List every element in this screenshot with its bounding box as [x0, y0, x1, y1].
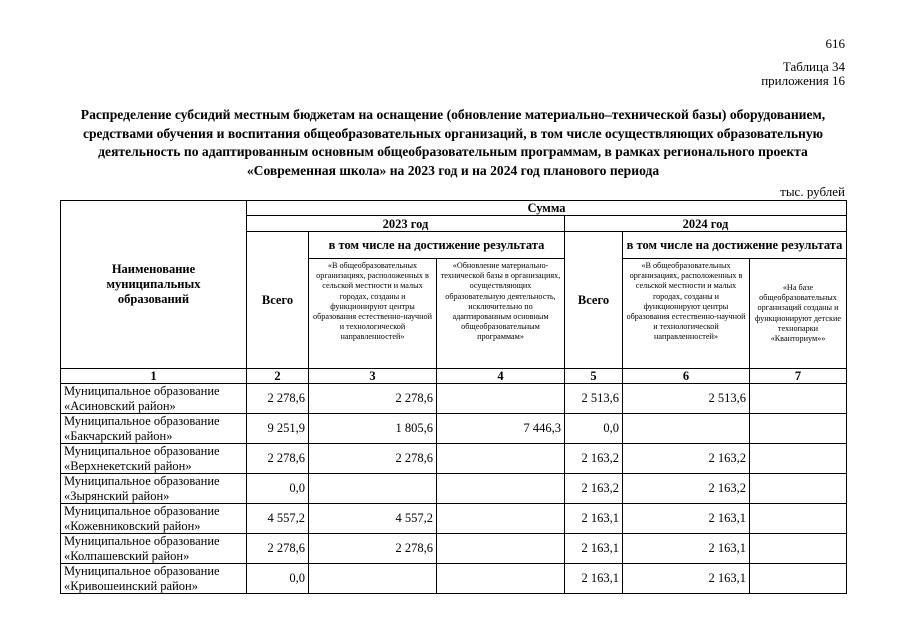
municipality-name-line: Муниципальное образование: [64, 564, 220, 578]
amount-cell: [750, 384, 847, 414]
amount-cell: [309, 564, 437, 594]
table-row: [61, 564, 847, 594]
table-row: [61, 384, 847, 414]
municipality-name: [61, 414, 247, 444]
amount-cell: 0,0: [247, 564, 309, 594]
amount-cell: [437, 384, 565, 414]
municipality-name-line: «Бакчарский район»: [64, 428, 173, 443]
table-label: Таблица 34: [782, 59, 845, 74]
amount-cell: 2 163,1: [565, 504, 623, 534]
table-reference: [620, 60, 845, 88]
header-total-2023: Всего: [247, 232, 309, 369]
column-number: 6: [623, 369, 750, 384]
amount-cell: 2 278,6: [247, 534, 309, 564]
amount-cell: 2 278,6: [247, 444, 309, 474]
amount-cell: 2 163,1: [565, 564, 623, 594]
municipality-name-line: Муниципальное образование: [64, 414, 220, 428]
title-line: «Современная школа» на 2023 год и на 2024 год планового периода: [246, 162, 660, 178]
municipality-name: [61, 474, 247, 504]
amount-cell: 2 513,6: [565, 384, 623, 414]
municipality-name-line: «Кривошеинский район»: [64, 578, 198, 593]
amount-cell: 2 278,6: [309, 534, 437, 564]
amount-cell: 2 513,6: [623, 384, 750, 414]
municipality-name-line: «Верхнекетский район»: [64, 458, 192, 473]
header-total-2024: Всего: [565, 232, 623, 369]
header-2023-result-rural-centers: «В общеобразовательных организациях, расположенных в сельской местности и малых городах, созданы и функционируют центры образования естественно-научной и технологической направленностей»: [309, 259, 437, 369]
municipality-name-line: «Кожевниковский район»: [64, 518, 201, 533]
amount-cell: 2 163,1: [623, 504, 750, 534]
municipality-name: [61, 384, 247, 414]
municipality-name-line: Муниципальное образование: [64, 534, 220, 548]
amount-cell: [309, 474, 437, 504]
amount-cell: 2 278,6: [309, 384, 437, 414]
municipality-name: [61, 504, 247, 534]
amount-cell: 2 163,1: [565, 534, 623, 564]
municipality-name: [61, 564, 247, 594]
column-number: 4: [437, 369, 565, 384]
table-row: [61, 534, 847, 564]
municipality-name: [61, 444, 247, 474]
column-number: 2: [247, 369, 309, 384]
amount-cell: [750, 504, 847, 534]
municipality-name-line: «Колпашевский район»: [64, 548, 190, 563]
subsidy-table: [60, 200, 847, 594]
amount-cell: 2 163,2: [565, 444, 623, 474]
column-number: 5: [565, 369, 623, 384]
municipality-name-line: «Асиновский район»: [64, 398, 176, 413]
municipality-name-line: Муниципальное образование: [64, 444, 220, 458]
amount-cell: 1 805,6: [309, 414, 437, 444]
municipality-name-line: Муниципальное образование: [64, 474, 220, 488]
amount-cell: 2 278,6: [309, 444, 437, 474]
amount-cell: [750, 474, 847, 504]
page-number: 616: [825, 36, 845, 51]
units-label: тыс. рублей: [780, 184, 845, 199]
header-incl-result-2024: в том числе на достижение результата: [623, 232, 847, 259]
header-2023-result-adapted-programs: «Обновление материально-технической базы в организациях, осуществляющих образовательную деятельность, исключительно по адаптированным основным общеобразовательным программам»: [437, 259, 565, 369]
amount-cell: 2 163,1: [623, 564, 750, 594]
amount-cell: [437, 534, 565, 564]
municipality-name: [61, 534, 247, 564]
table-row: [61, 414, 847, 444]
column-number: 1: [61, 369, 247, 384]
amount-cell: 4 557,2: [247, 504, 309, 534]
column-number-row: [61, 369, 847, 384]
municipality-name-line: «Зырянский район»: [64, 488, 170, 503]
amount-cell: 7 446,3: [437, 414, 565, 444]
amount-cell: [437, 504, 565, 534]
column-number: 7: [750, 369, 847, 384]
table-row: [61, 444, 847, 474]
amount-cell: [750, 414, 847, 444]
title-line: Распределение субсидий местным бюджетам на оснащение (обновление материально–технической базы) оборудованием,: [80, 107, 826, 122]
header-incl-result-2023: в том числе на достижение результата: [309, 232, 565, 259]
document-title: [58, 106, 848, 180]
amount-cell: 4 557,2: [309, 504, 437, 534]
amount-cell: [437, 444, 565, 474]
municipality-name-line: Муниципальное образование: [64, 384, 220, 398]
header-2024-result-rural-centers: «В общеобразовательных организациях, расположенных в сельской местности и малых городах, созданы и функционируют центры образования естественно-научной и технологической направленностей»: [623, 259, 750, 369]
amount-cell: 0,0: [247, 474, 309, 504]
amount-cell: [437, 564, 565, 594]
amount-cell: 2 163,2: [623, 474, 750, 504]
amount-cell: 2 278,6: [247, 384, 309, 414]
amount-cell: [750, 534, 847, 564]
title-line: средствами обучения и воспитания общеобразовательных организаций, в том числе осуществляющих образовательную: [82, 125, 824, 141]
amount-cell: 0,0: [565, 414, 623, 444]
amount-cell: 9 251,9: [247, 414, 309, 444]
table-row: [61, 504, 847, 534]
amount-cell: [750, 444, 847, 474]
table-row: [61, 474, 847, 504]
amount-cell: 2 163,2: [623, 444, 750, 474]
amount-cell: [437, 474, 565, 504]
amount-cell: 2 163,2: [565, 474, 623, 504]
header-municipality: Наименование муниципальных образований: [61, 201, 247, 369]
column-number: 3: [309, 369, 437, 384]
municipality-name-line: Муниципальное образование: [64, 504, 220, 518]
amount-cell: 2 163,1: [623, 534, 750, 564]
header-2024-result-kvantorium: «На базе общеобразовательных организаций созданы и функционируют детские технопарки «Кванториум»»: [750, 259, 847, 369]
appendix-label: приложения 16: [761, 73, 845, 88]
header-year-2024: 2024 год: [565, 216, 847, 232]
header-sum: Сумма: [247, 201, 847, 216]
header-year-2023: 2023 год: [247, 216, 565, 232]
title-line: деятельность по адаптированным основным общеобразовательным программам, в рамках регионального проекта: [98, 144, 808, 159]
amount-cell: [623, 414, 750, 444]
amount-cell: [750, 564, 847, 594]
